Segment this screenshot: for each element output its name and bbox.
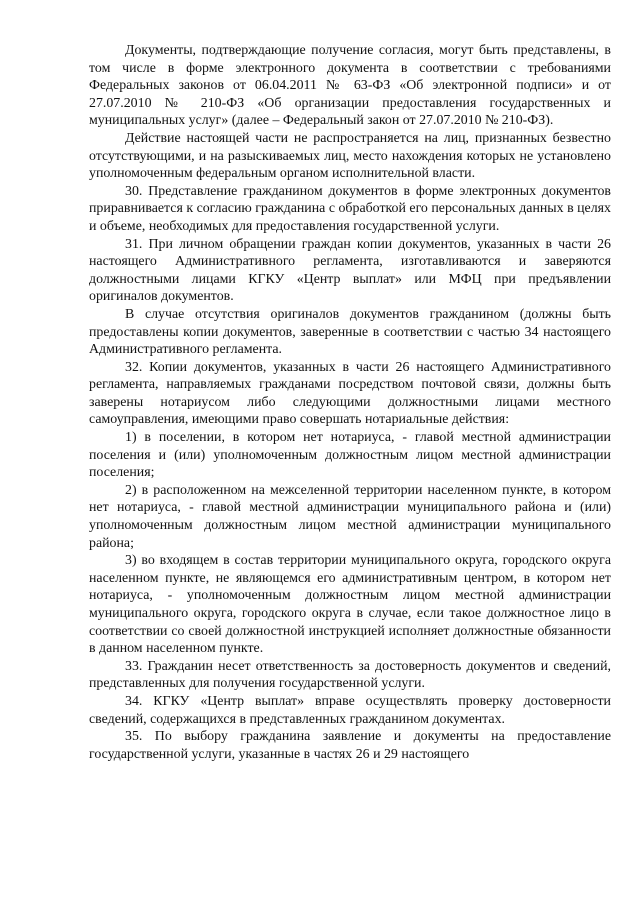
paragraph-32-item-3: 3) во входящем в состав территории муниципального округа, городского округа населенном пункте, не являющемся его административным центром, в котором нет нотариуса, - уполномоченным должностным лицом местной администрации муниципального округа, городского округа в случае, если такое должностное лицо в соответствии со своей должностной инструкцией исполняет должностные обязанности в данном населенном пункте. [89,553,611,657]
paragraph-30: 30. Представление гражданином документов в форме электронных документов приравнивается к согласию гражданина с обработкой его персональных данных в целях и объеме, необходимых для предоставления государственной услуги. [89,183,611,234]
document-page [89,42,611,763]
paragraph-33: 33. Гражданин несет ответственность за достоверность документов и сведений, представленных для получения государственной услуги. [89,658,611,692]
paragraph-32-item-1: 1) в поселении, в котором нет нотариуса, - главой местной администрации поселения и (или) уполномоченным должностным лицом местной администрации поселения; [89,430,611,481]
paragraph-consent-documents: Документы, подтверждающие получение согласия, могут быть представлены, в том числе в форме электронного документа в соответствии с требованиями Федеральных законов от 06.04.2011 № 63-ФЗ «Об электронной подписи» и от 27.07.2010 № 210-ФЗ «Об организации предоставления государственных и муниципальных услуг» (далее – Федеральный закон от 27.07.2010 № 210-ФЗ). [89,43,611,129]
paragraph-32-item-2: 2) в расположенном на межселенной территории населенном пункте, в котором нет нотариуса, - главой местной администрации муниципального района и (или) уполномоченным должностным лицом местной администрации муниципального района; [89,482,611,551]
paragraph-31: 31. При личном обращении граждан копии документов, указанных в части 26 настоящего Административного регламента, изготавливаются и заверяются должностными лицами КГКУ «Центр выплат» или МФЦ при предъявлении оригиналов документов. [89,236,611,305]
paragraph-35: 35. По выбору гражданина заявление и документы на предоставление государственной услуги, указанные в частях 26 и 29 настоящего [89,729,611,762]
paragraph-missing-persons: Действие настоящей части не распространяется на лиц, признанных безвестно отсутствующими, и на разыскиваемых лиц, место нахождения которых не установлено уполномоченным федеральным органом исполнительной власти. [89,130,611,182]
paragraph-no-originals: В случае отсутствия оригиналов документов гражданином (должны быть предоставлены копии документов, заверенные в соответствии с частью 34 настоящего Административного регламента. [89,306,611,358]
paragraph-34: 34. КГКУ «Центр выплат» вправе осуществлять проверку достоверности сведений, содержащихся в представленных гражданином документах. [89,693,611,727]
paragraph-32: 32. Копии документов, указанных в части 26 настоящего Административного регламента, направляемых гражданами посредством почтовой связи, должны быть заверены нотариусом либо следующими должностными лицами местного самоуправления, имеющими право совершать нотариальные действия: [89,359,611,428]
